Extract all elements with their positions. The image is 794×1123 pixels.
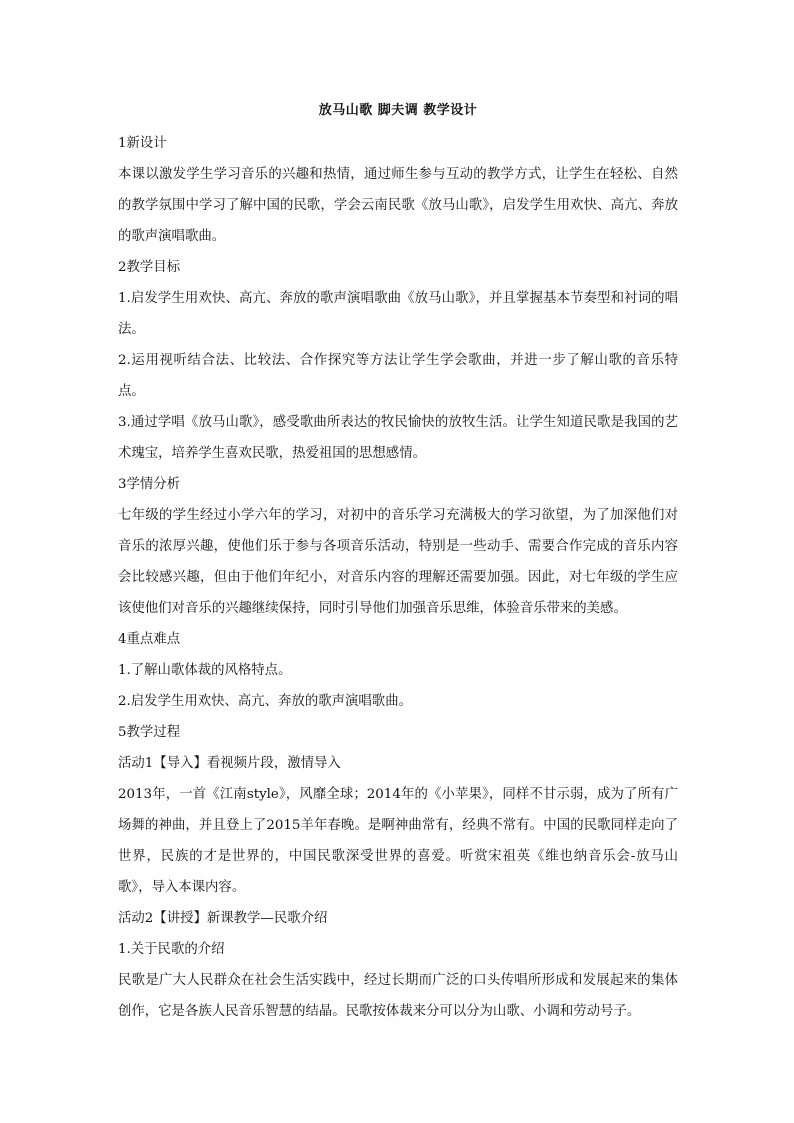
activity-2-heading: 活动2【讲授】新课教学—民歌介绍 (118, 911, 328, 926)
keypoint-item-2: 2.启发学生用欢快、高亢、奔放的歌声演唱歌曲。 (118, 694, 412, 709)
goal-item-2: 2.运用视听结合法、比较法、合作探究等方法让学生学会歌曲，并进一步了解山歌的音乐特点。 (118, 353, 678, 399)
paragraph-activity-1: 2013年，一首《江南style》，风靡全球；2014年的《小苹果》，同样不甘示弱，成为了所有广场舞的神曲，并且登上了2015羊年春晚。是啊神曲常有，经典不常有。中国的民歌同样走向了世界，民族的才是世界的，中国民歌深受世界的喜爱。听赏宋祖英《维也纳音乐会-放马山歌》，导入本课内容。 (118, 787, 678, 895)
paragraph-analysis: 七年级的学生经过小学六年的学习，对初中的音乐学习充满极大的学习欲望，为了加深他们对音乐的浓厚兴趣，使他们乐于参与各项音乐活动，特别是一些动手、需要合作完成的音乐内容会比较感兴趣，但由于他们年纪小，对音乐内容的理解还需要加强。因此，对七年级的学生应该使他们对音乐的兴趣继续保持，同时引导他们加强音乐思维，体验音乐带来的美感。 (118, 508, 678, 616)
section-heading-design: 1新设计 (118, 136, 167, 151)
section-heading-goals: 2教学目标 (118, 260, 181, 275)
section-heading-keypoints: 4重点难点 (118, 632, 181, 647)
subheading-folk-song-intro: 1.关于民歌的介绍 (118, 942, 225, 957)
document-page (118, 98, 678, 1027)
paragraph-design: 本课以激发学生学习音乐的兴趣和热情，通过师生参与互动的教学方式，让学生在轻松、自然的教学氛围中学习了解中国的民歌，学会云南民歌《放马山歌》，启发学生用欢快、高亢、奔放的歌声演唱歌曲。 (118, 167, 678, 244)
keypoint-item-1: 1.了解山歌体裁的风格特点。 (118, 663, 292, 678)
goal-item-1: 1.启发学生用欢快、高亢、奔放的歌声演唱歌曲《放马山歌》，并且掌握基本节奏型和衬词的唱法。 (118, 291, 678, 337)
paragraph-folk-song-intro: 民歌是广大人民群众在社会生活实践中，经过长期而广泛的口头传唱所形成和发展起来的集体创作，它是各族人民音乐智慧的结晶。民歌按体裁来分可以分为山歌、小调和劳动号子。 (118, 973, 678, 1019)
document-title: 放马山歌 脚夫调 教学设计 (318, 103, 478, 118)
goal-item-3: 3.通过学唱《放马山歌》，感受歌曲所表达的牧民愉快的放牧生活。让学生知道民歌是我国的艺术瑰宝，培养学生喜欢民歌，热爱祖国的思想感情。 (118, 415, 678, 461)
section-heading-process: 5教学过程 (118, 725, 181, 740)
activity-1-heading: 活动1【导入】看视频片段，激情导入 (118, 756, 341, 771)
section-heading-analysis: 3学情分析 (118, 477, 181, 492)
